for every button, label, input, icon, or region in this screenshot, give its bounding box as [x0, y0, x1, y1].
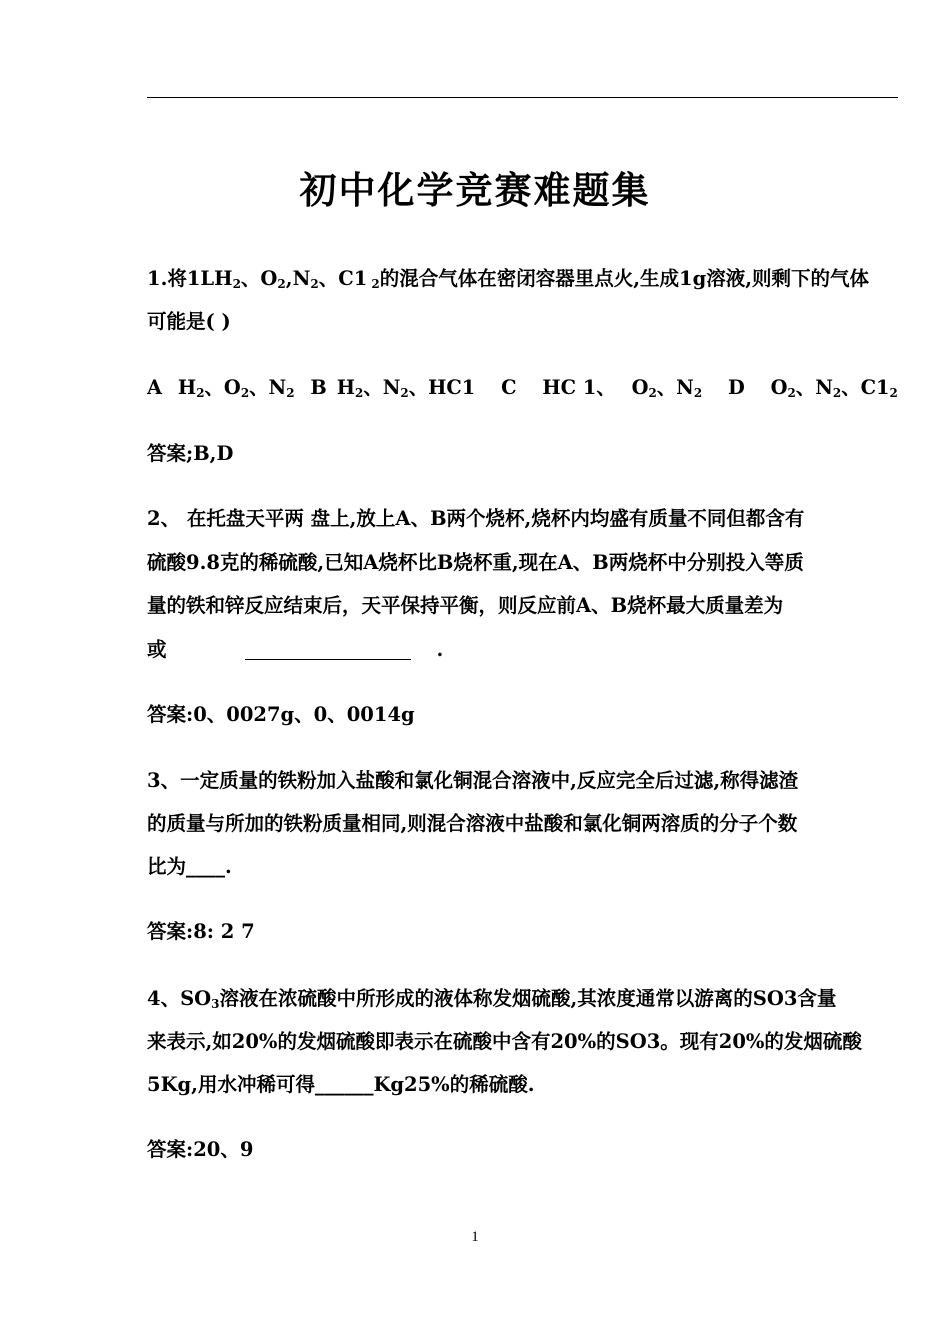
- option-c-text: O: [631, 376, 649, 399]
- q1-line-2: 可能是( ): [147, 310, 231, 333]
- subscript: 3: [211, 997, 220, 1011]
- q1-line-1: [147, 265, 869, 293]
- q1-text-a: 1.将1LH: [147, 267, 233, 290]
- subscript: 2: [400, 386, 409, 400]
- q1-text-d: 、C1: [318, 267, 368, 290]
- q2-or-text: 或: [147, 638, 167, 661]
- q1-text-b: 、O: [240, 267, 278, 290]
- option-c-text: HC 1、: [542, 376, 616, 399]
- q1-text-c: ,N: [285, 267, 311, 290]
- q3-line-3: 比为____.: [147, 855, 232, 878]
- q3-line-1: 3、一定质量的铁粉加入盐酸和氯化铜混合溶液中,反应完全后过滤,称得滤渣: [147, 769, 799, 792]
- q2-line-1: 2、 在托盘天平两 盘上,放上A、B两个烧杯,烧杯内均盛有质量不同但都含有: [147, 507, 805, 530]
- q2-line-4: [147, 636, 443, 664]
- option-c-text: 、N: [656, 376, 694, 399]
- subscript: 2: [889, 386, 898, 400]
- option-d-text: 、N: [795, 376, 833, 399]
- option-c-label: C: [501, 376, 517, 399]
- answer-blank: [245, 658, 411, 660]
- subscript: 2: [648, 386, 657, 400]
- option-a-text: 、N: [249, 376, 287, 399]
- subscript: 2: [277, 277, 286, 291]
- option-a-label: A: [147, 376, 163, 399]
- option-b-text: 、HC1: [408, 376, 476, 399]
- q2-line-2: 硫酸9.8克的稀硫酸,已知A烧杯比B烧杯重,现在A、B两烧杯中分别投入等质: [147, 551, 804, 574]
- option-d-text: 、C1: [841, 376, 890, 399]
- subscript: 2: [240, 386, 250, 400]
- q3-line-2: 的质量与所加的铁粉质量相同,则混合溶液中盐酸和氯化铜两溶质的分子个数: [147, 812, 798, 835]
- q4-line-1: [147, 985, 836, 1013]
- q1-text-e: 的混合气体在密闭容器里点火,生成1g溶液,则剩下的气体: [379, 267, 869, 290]
- subscript: 2: [371, 277, 380, 291]
- q3-answer: 答案:8: 2 7: [147, 920, 255, 943]
- header-rule: [147, 97, 898, 98]
- q2-line-3: 量的铁和锌反应结束后，天平保持平衡，则反应前A、B烧杯最大质量差为: [147, 594, 784, 617]
- subscript: 2: [310, 277, 319, 291]
- subscript: 2: [196, 386, 205, 400]
- option-a-text: H: [177, 376, 197, 399]
- q4-line-2: 来表示,如20%的发烟硫酸即表示在硫酸中含有20%的SO3。现有20%的发烟硫酸: [147, 1030, 862, 1053]
- q4-line-3: 5Kg,用水冲稀可得______Kg25%的稀硫酸.: [147, 1073, 535, 1096]
- document-title: 初中化学竞赛难题集: [299, 168, 651, 212]
- q2-answer: 答案:0、0027g、0、0014g: [147, 703, 415, 726]
- subscript: 2: [787, 386, 796, 400]
- subscript: 2: [286, 386, 295, 400]
- q4-answer: 答案:20、9: [147, 1138, 254, 1161]
- q4-text-b: 溶液在浓硫酸中所形成的液体称发烟硫酸,其浓度通常以游离的SO3含量: [219, 987, 837, 1010]
- subscript: 2: [232, 277, 241, 291]
- subscript: 2: [832, 386, 842, 400]
- subscript: 2: [693, 386, 703, 400]
- q1-options: [147, 374, 898, 402]
- q4-text-a: 4、SO: [147, 987, 212, 1010]
- option-b-label: B: [310, 376, 327, 399]
- subscript: 2: [355, 386, 364, 400]
- q2-period: .: [436, 638, 444, 661]
- option-a-text: 、O: [204, 376, 241, 399]
- option-d-label: D: [727, 376, 745, 399]
- option-d-text: O: [770, 376, 788, 399]
- page-number: 1: [471, 1229, 479, 1245]
- option-b-text: 、N: [363, 376, 401, 399]
- q1-answer: 答案;B,D: [147, 442, 234, 465]
- option-b-text: H: [336, 376, 356, 399]
